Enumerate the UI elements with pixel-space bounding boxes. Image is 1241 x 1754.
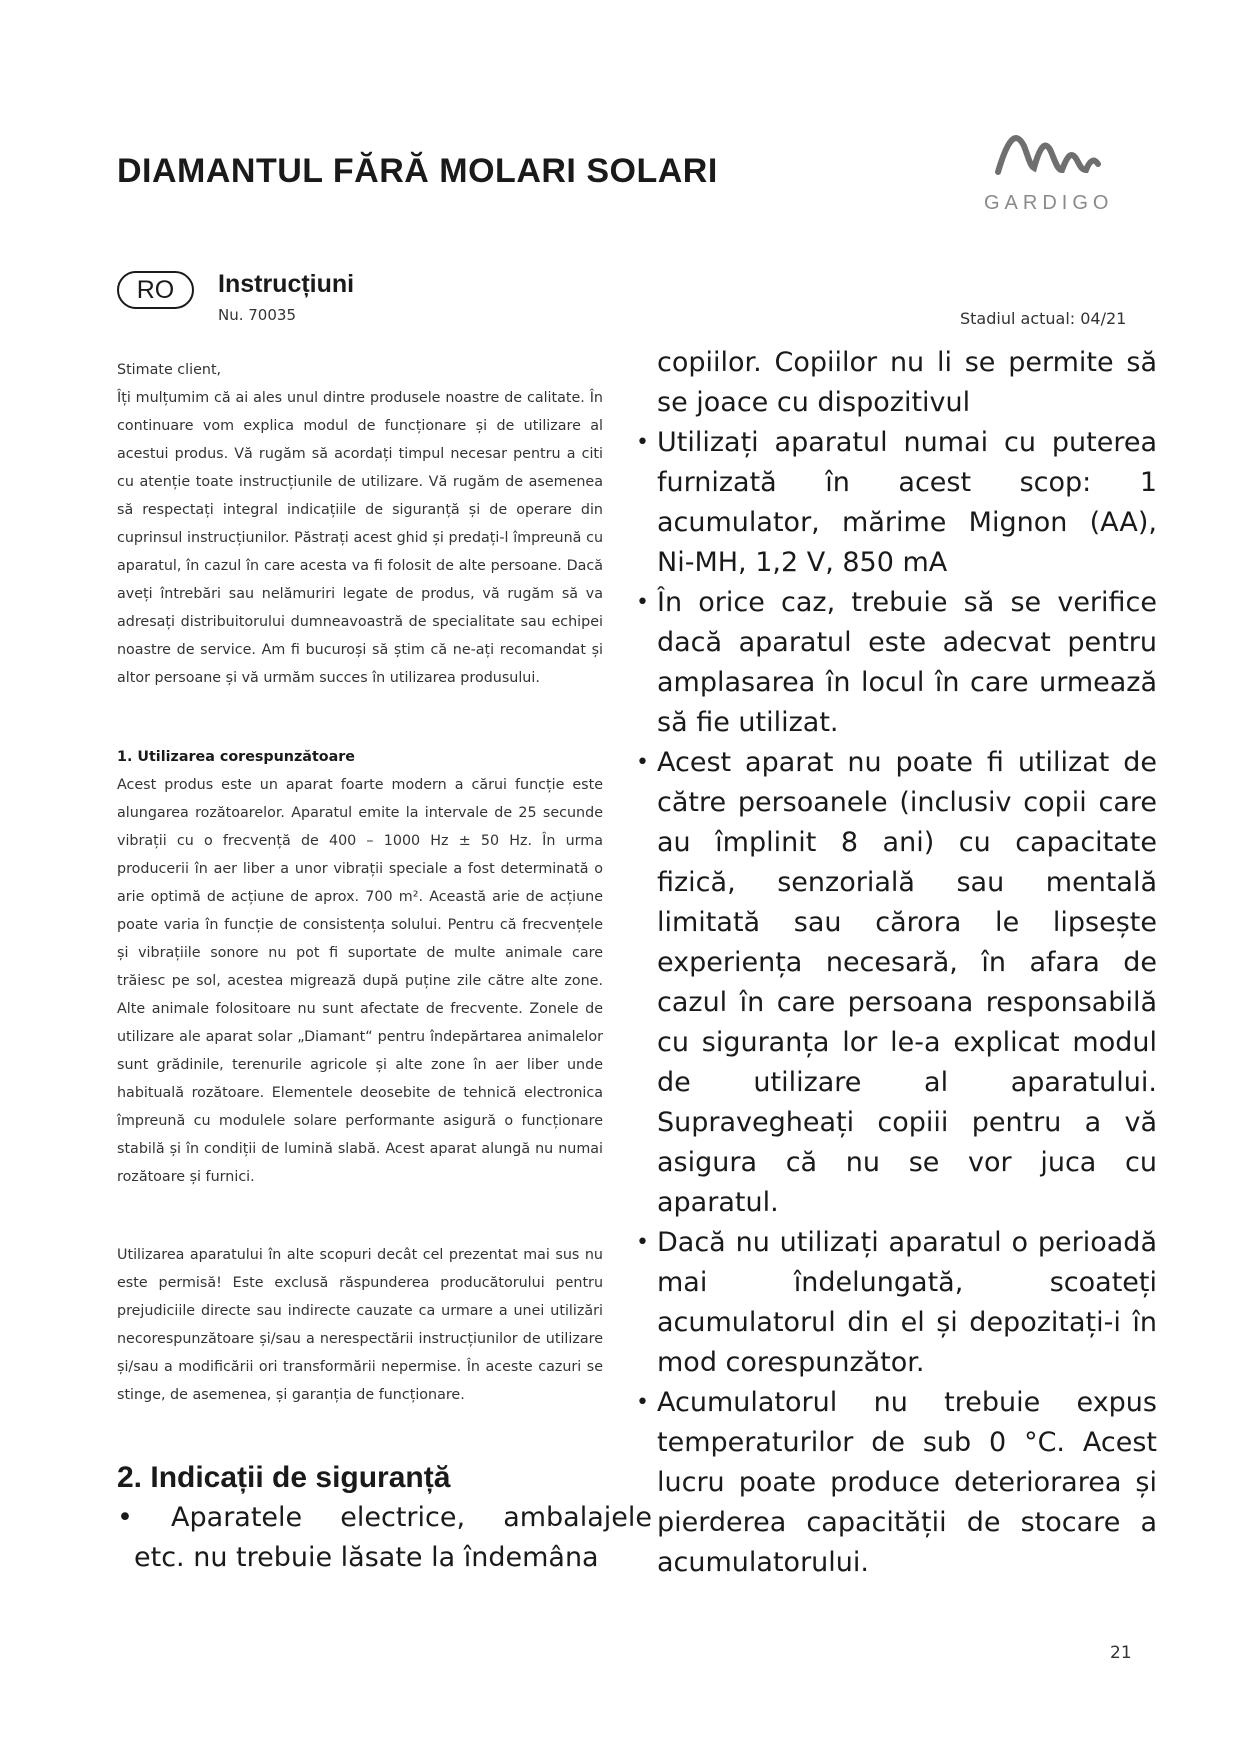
document-status: Stadiul actual: 04/21	[960, 309, 1127, 328]
safety-bullet-text: Dacă nu utilizați aparatul o perioadă mai îndelungată, scoateți acumulatorul din el și depozitați-i în mod corespunzător.	[657, 1227, 1157, 1378]
usage-note-paragraph: Utilizarea aparatului în alte scopuri decât cel prezentat mai sus nu este permisă! Este exclusă răspunderea producătorului pentru prejudiciile directe sau indirecte cauzate ca urmare a unei utilizări necorespunzătoare și/sau a nerespectării instrucțiunilor de utilizare și/sau a modificării ori transformării nepermise. În aceste cazuri se stinge, de asemenea, și garanția de funcționare.	[117, 1247, 603, 1403]
logo-wordmark: GARDIGO	[984, 192, 1114, 214]
safety-bullet	[636, 743, 1157, 1223]
intro-paragraph: Îți mulțumim că ai ales unul dintre produsele noastre de calitate. În continuare vom explica modul de funcționare și de utilizare al acestui produs. Vă rugăm să acordați timpul necesar pentru a citi cu atenție toate instrucțiunile de utilizare. Vă rugăm de asemenea să respectați integral indicațiile de siguranță și de operare din cuprinsul instrucțiunilor. Păstrați acest ghid și predați-l împreună cu aparatul, în cazul în care acesta va fi folosit de alte persoane. Dacă aveți întrebări sau nelămuriri legate de produs, vă rugăm să va adresați distribuitorului dumneavoastră de specialitate sau echipei noastre de service. Am fi bucuroși să știm că ne-ați recomandat și altor persoane și vă urmăm succes în utilizarea produsului.	[117, 390, 603, 686]
gardigo-logo	[980, 128, 1130, 218]
safety-bullet	[636, 423, 1157, 583]
instructions-title: Instrucțiuni	[218, 270, 355, 298]
safety-bullet-text: În orice caz, trebuie să se verifice dacă aparatul este adecvat pentru amplasarea în locul în care urmează să fie utilizat.	[657, 587, 1157, 738]
safety-right-column	[636, 343, 1157, 1583]
wave-logo-icon	[980, 128, 1130, 188]
safety-bullet	[636, 583, 1157, 743]
section-1-heading: 1. Utilizarea corespunzătoare	[117, 749, 356, 765]
bullet-word: Aparatele	[171, 1502, 303, 1533]
bullet-continuation: etc. nu trebuie lăsate la îndemâna	[134, 1542, 599, 1573]
language-badge: RO	[117, 271, 194, 309]
bullet-glyph: •	[636, 430, 649, 455]
item-number: Nu. 70035	[218, 306, 296, 324]
bullet-first-line	[117, 1498, 652, 1538]
bullet-glyph: •	[636, 1390, 649, 1415]
bullet-word: ambalajele	[503, 1502, 652, 1533]
section-1-paragraph: Acest produs este un aparat foarte modern a cărui funcție este alungarea rozătoarelor. Aparatul emite la intervale de 25 secunde vibrații cu o frecvență de 400 – 1000 Hz ± 50 Hz. În urma producerii în aer liber a unor vibrații speciale a fost determinată o arie optimă de acțiune de aprox. 700 m². Această arie de acțiune poate varia în funcție de consistența solului. Pentru că frecvențele și vibrațiile sonore nu pot fi suportate de multe animale care trăiesc pe sol, acestea migrează după puține zile către alte zone. Alte animale folositoare nu sunt afectate de frecvente. Zonele de utilizare ale aparat solar „Diamant“ pentru îndepărtarea animalelor sunt grădinile, terenurile agricole și alte zone în aer liber unde habituală rozătoare. Elementele deosebite de tehnică electronica împreună cu modulele solare performante asigură o funcționare stabilă și în condiții de lumină slabă. Acest aparat alungă nu numai rozătoare și furnici.	[117, 777, 603, 1185]
bullet-word: electrice,	[340, 1502, 466, 1533]
intro-section	[117, 356, 603, 692]
safety-bullet-text: Acumulatorul nu trebuie expus temperaturilor de sub 0 °C. Acest lucru poate produce deteriorarea și pierderea capacității de stocare a acumulatorului.	[657, 1387, 1157, 1578]
safety-bullet-text: Utilizați aparatul numai cu puterea furnizată în acest scop: 1 acumulator, mărime Mignon (AA), Ni-MH, 1,2 V, 850 mA	[657, 427, 1157, 578]
bullet-glyph: •	[636, 1230, 649, 1255]
bullet-glyph: •	[636, 750, 649, 775]
usage-note	[117, 1241, 603, 1409]
section-1	[117, 743, 603, 1191]
document-title: DIAMANTUL FĂRĂ MOLARI SOLARI	[117, 152, 718, 190]
safety-bullet	[636, 1223, 1157, 1383]
safety-bullet	[636, 1383, 1157, 1583]
safety-bullet-text: Acest aparat nu poate fi utilizat de către persoanele (inclusiv copii care au împlinit 8 ani) cu capacitate fizică, senzorială sau mentală limitată sau cărora le lipsește experiența necesară, în afara de cazul în care persoana responsabilă cu siguranța lor le-a explicat modul de utilizare al aparatului. Supravegheați copiii pentru a vă asigura că nu se vor juca cu aparatul.	[657, 747, 1157, 1218]
section-2-heading: 2. Indicații de siguranță	[117, 1461, 451, 1494]
page-number: 21	[1110, 1643, 1132, 1663]
bullet-glyph: •	[636, 590, 649, 615]
bullet-continuation-text: copiilor. Copiilor nu li se permite să se joace cu dispozitivul	[657, 347, 1157, 418]
greeting: Stimate client,	[117, 362, 222, 378]
bullet-glyph: •	[117, 1502, 133, 1533]
safety-bullet-first	[117, 1498, 652, 1578]
